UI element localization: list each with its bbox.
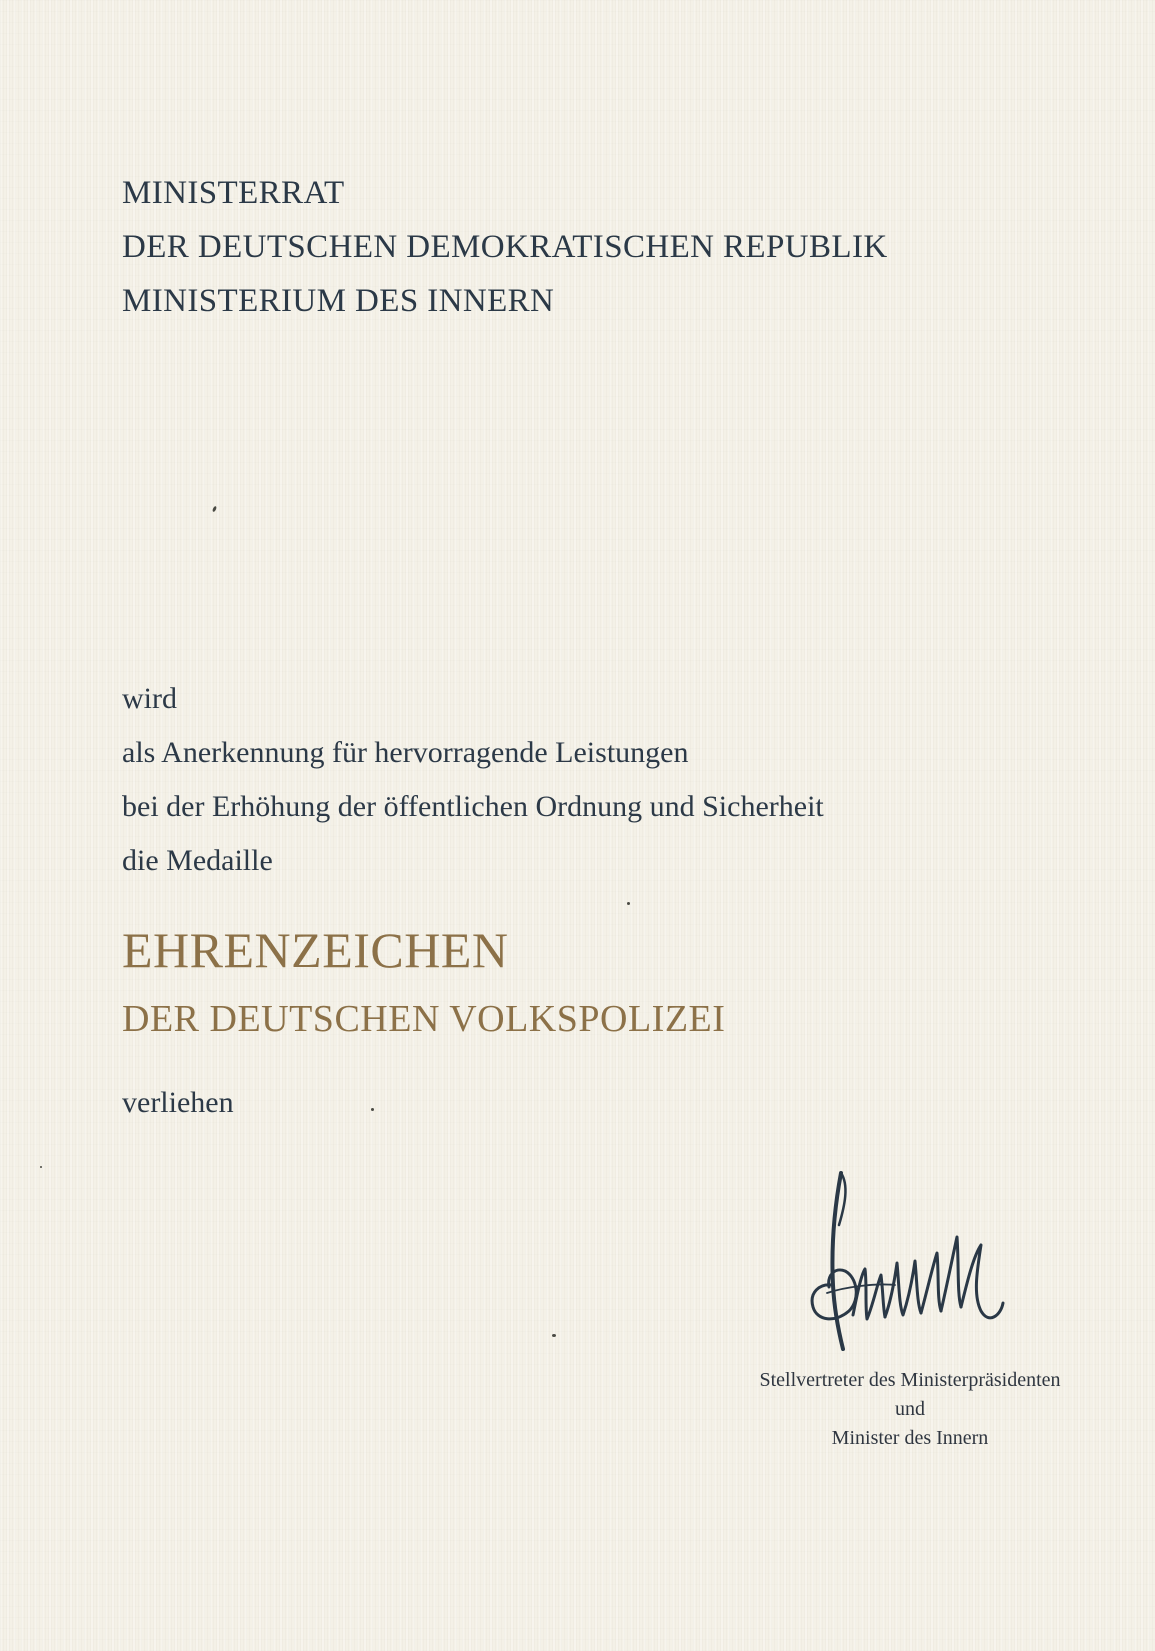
signatory-line-2: und [895,1398,925,1420]
paper-speck [371,1108,374,1111]
citation-line-3: bei der Erhöhung der öffentlichen Ordnung und Sicherheit [122,790,824,823]
conferred-text: verliehen [122,1086,234,1119]
award-subtitle: DER DEUTSCHEN VOLKSPOLIZEI [122,998,726,1040]
signatory-line-1: Stellvertreter des Ministerpräsidenten [759,1369,1061,1391]
issuer-line-council: MINISTERRAT [122,175,345,211]
citation-line-1: wird [122,682,177,715]
paper-speck [552,1334,556,1337]
citation-line-4: die Medaille [122,844,273,877]
award-title: EHRENZEICHEN [122,922,509,978]
paper-speck [627,902,630,905]
issuer-line-republic: DER DEUTSCHEN DEMOKRATISCHEN REPUBLIK [122,229,888,265]
paper-speck [40,1166,42,1168]
issuer-block [122,166,888,328]
signatory-line-3: Minister des Innern [831,1427,989,1449]
citation-line-2: als Anerkennung für hervorragende Leistungen [122,736,689,769]
signature [805,1165,1015,1355]
signatory-title [690,1366,1130,1453]
paper-speck [212,506,217,513]
citation-text [122,672,824,888]
issuer-line-ministry: MINISTERIUM DES INNERN [122,283,555,319]
